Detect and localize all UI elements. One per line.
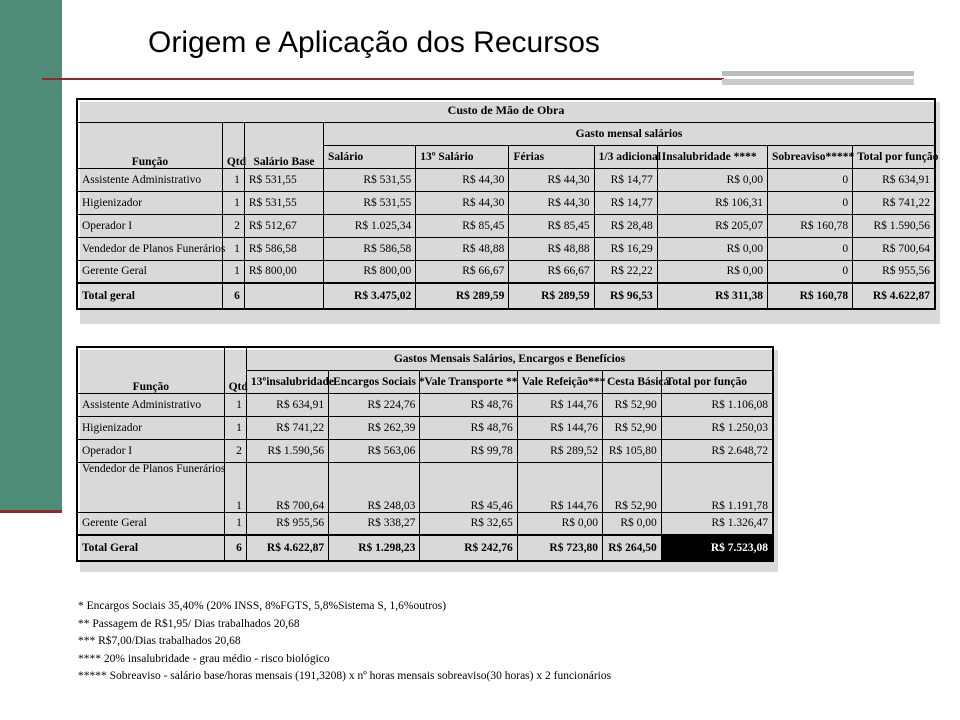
cell: R$ 14,77: [594, 168, 657, 191]
cell: Total geral: [77, 283, 222, 309]
cell: R$ 85,45: [509, 214, 594, 237]
cell: R$ 741,22: [246, 416, 328, 439]
cell: R$ 1.326,47: [661, 512, 773, 535]
cell: R$ 264,50: [602, 535, 661, 561]
footnote: * Encargos Sociais 35,40% (20% INSS, 8%FGTS, 5,8%Sistema S, 1,6%outros): [78, 600, 447, 612]
cell: R$ 531,55: [244, 191, 323, 214]
footnote: ** Passagem de R$1,95/ Dias trabalhados 20,68: [78, 617, 300, 630]
cell: R$ 634,91: [246, 393, 328, 416]
cell: 1: [224, 416, 246, 439]
cell: R$ 224,76: [329, 393, 420, 416]
cell: R$ 1.025,34: [324, 214, 416, 237]
cell: Vendedor de Planos Funerários: [77, 237, 222, 260]
table-row: [77, 168, 935, 191]
cell: R$ 106,31: [657, 191, 767, 214]
cell: R$ 52,90: [602, 462, 661, 512]
col-ferias: Férias: [509, 145, 594, 168]
cell: R$ 0,00: [657, 237, 767, 260]
col-salario: Salário: [324, 145, 416, 168]
cell: R$ 741,22: [853, 191, 935, 214]
cell: R$ 586,58: [324, 237, 416, 260]
col-13-insalubridade: 13ºinsalubridade: [246, 370, 328, 393]
cell: R$ 48,76: [420, 393, 517, 416]
cell: R$ 16,29: [594, 237, 657, 260]
cell: 1: [222, 191, 244, 214]
cell: Operador I: [77, 439, 224, 462]
cell: R$ 1.298,23: [329, 535, 420, 561]
cell: R$ 800,00: [244, 260, 323, 283]
cell: 0: [767, 260, 852, 283]
cell: R$ 531,55: [324, 191, 416, 214]
col-funcao: Função: [77, 347, 224, 393]
table-row: [77, 237, 935, 260]
cell: R$ 66,67: [416, 260, 509, 283]
table-total-row: [77, 283, 935, 309]
col-vale-refeicao: Vale Refeição***: [517, 370, 602, 393]
col-13-salario: 13º Salário: [416, 145, 509, 168]
col-qtd: Qtd: [222, 122, 244, 168]
table-row: [77, 462, 773, 512]
cell: R$ 205,07: [657, 214, 767, 237]
cell: R$ 48,76: [420, 416, 517, 439]
cell: Gerente Geral: [77, 512, 224, 535]
cell: R$ 1.191,78: [661, 462, 773, 512]
decorative-gray-bars: [722, 71, 914, 85]
cell: R$ 28,48: [594, 214, 657, 237]
cell: R$ 48,88: [509, 237, 594, 260]
cell: R$ 0,00: [657, 260, 767, 283]
col-encargos: Encargos Sociais *: [329, 370, 420, 393]
table-row: [77, 260, 935, 283]
table1-group-header: Gasto mensal salários: [324, 122, 935, 145]
cell: R$ 48,88: [416, 237, 509, 260]
cell: 0: [767, 168, 852, 191]
cell: R$ 700,64: [246, 462, 328, 512]
cell: 0: [767, 237, 852, 260]
table-row: [77, 512, 773, 535]
cell: R$ 955,56: [246, 512, 328, 535]
cell: R$ 0,00: [517, 512, 602, 535]
cell: R$ 44,30: [416, 168, 509, 191]
cell: R$ 96,53: [594, 283, 657, 309]
cell: R$ 700,64: [853, 237, 935, 260]
cell: R$ 1.250,03: [661, 416, 773, 439]
cell: R$ 4.622,87: [246, 535, 328, 561]
cell: R$ 338,27: [329, 512, 420, 535]
cell: R$ 1.590,56: [246, 439, 328, 462]
col-sobreaviso: Sobreaviso*****: [767, 145, 852, 168]
cell: R$ 44,30: [416, 191, 509, 214]
cell: 2: [224, 439, 246, 462]
cell: R$ 289,59: [509, 283, 594, 309]
cell: 1: [224, 462, 246, 512]
cell: R$ 144,76: [517, 416, 602, 439]
table-row: [77, 214, 935, 237]
cell: R$ 144,76: [517, 393, 602, 416]
cell: R$ 45,46: [420, 462, 517, 512]
cell: Higienizador: [77, 191, 222, 214]
cell: R$ 22,22: [594, 260, 657, 283]
col-vale-transporte: Vale Transporte **: [420, 370, 517, 393]
accent-bar-cap: [0, 510, 62, 513]
cell: 2: [222, 214, 244, 237]
col-total-funcao: Total por função: [661, 370, 773, 393]
table2-group-header: Gastos Mensais Salários, Encargos e Benefícios: [246, 347, 773, 370]
cell: R$ 1.590,56: [853, 214, 935, 237]
cell: R$ 85,45: [416, 214, 509, 237]
col-total-funcao: Total por função: [853, 145, 935, 168]
cell: R$ 99,78: [420, 439, 517, 462]
grand-total-cell: R$ 7.523,08: [661, 535, 773, 561]
cell: R$ 634,91: [853, 168, 935, 191]
salary-benefits-table: [76, 346, 774, 562]
cell: R$ 248,03: [329, 462, 420, 512]
cell: R$ 14,77: [594, 191, 657, 214]
cell: Assistente Administrativo: [77, 168, 222, 191]
table-row: [77, 191, 935, 214]
cell: R$ 0,00: [657, 168, 767, 191]
footnote: **** 20% insalubridade - grau médio - risco biológico: [78, 652, 330, 665]
cell: R$ 242,76: [420, 535, 517, 561]
col-funcao: Função: [77, 122, 222, 168]
table-total-row: [77, 535, 773, 561]
cell: R$ 563,06: [329, 439, 420, 462]
cell: R$ 800,00: [324, 260, 416, 283]
cell: R$ 1.106,08: [661, 393, 773, 416]
cell: R$ 4.622,87: [853, 283, 935, 309]
cell: 1: [222, 260, 244, 283]
col-salario-base: Salário Base: [244, 122, 323, 168]
title-underline: [42, 78, 724, 80]
cell: R$ 289,52: [517, 439, 602, 462]
col-cesta-basica: Cesta Básica: [602, 370, 661, 393]
cell: R$ 723,80: [517, 535, 602, 561]
cell: R$ 311,38: [657, 283, 767, 309]
cell: R$ 105,80: [602, 439, 661, 462]
slide-title: Origem e Aplicação dos Recursos: [148, 26, 600, 59]
cell: R$ 2.648,72: [661, 439, 773, 462]
cell: 6: [222, 283, 244, 309]
cell: 1: [222, 168, 244, 191]
cell: Higienizador: [77, 416, 224, 439]
footnote: ***** Sobreaviso - salário base/horas mensais (191,3208) x nº horas mensais sobreaviso(30 horas) x 2 funcionários: [78, 670, 612, 682]
col-insalubridade: Insalubridade ****: [657, 145, 767, 168]
cell: R$ 32,65: [420, 512, 517, 535]
footnotes: [78, 598, 611, 686]
table-row: [77, 416, 773, 439]
cell: 1: [222, 237, 244, 260]
cell: Operador I: [77, 214, 222, 237]
cell: 0: [767, 191, 852, 214]
table-row: [77, 439, 773, 462]
cell: R$ 44,30: [509, 168, 594, 191]
cell: R$ 289,59: [416, 283, 509, 309]
cell: 1: [224, 393, 246, 416]
cell: R$ 160,78: [767, 214, 852, 237]
cell: 6: [224, 535, 246, 561]
cell: R$ 512,67: [244, 214, 323, 237]
labor-cost-table: [76, 98, 939, 310]
cell: 1: [224, 512, 246, 535]
cell: Assistente Administrativo: [77, 393, 224, 416]
cell: [244, 283, 323, 309]
footnote: *** R$7,00/Dias trabalhados 20,68: [78, 635, 241, 647]
cell: R$ 531,55: [244, 168, 323, 191]
cell: R$ 586,58: [244, 237, 323, 260]
cell: R$ 531,55: [324, 168, 416, 191]
col-qtd: Qtd: [224, 347, 246, 393]
cell: R$ 0,00: [602, 512, 661, 535]
cell: R$ 3.475,02: [324, 283, 416, 309]
cell: R$ 144,76: [517, 462, 602, 512]
table-row: [77, 393, 773, 416]
cell: R$ 955,56: [853, 260, 935, 283]
cell: R$ 160,78: [767, 283, 852, 309]
cell: R$ 66,67: [509, 260, 594, 283]
cell: R$ 52,90: [602, 393, 661, 416]
cell: Vendedor de Planos Funerários: [77, 462, 224, 512]
cell: R$ 52,90: [602, 416, 661, 439]
cell: Gerente Geral: [77, 260, 222, 283]
cell: R$ 44,30: [509, 191, 594, 214]
table1-caption: Custo de Mão de Obra: [77, 99, 935, 122]
cell: R$ 262,39: [329, 416, 420, 439]
left-accent-bar: [0, 0, 62, 512]
col-adicional: 1/3 adicional: [594, 145, 657, 168]
cell: Total Geral: [77, 535, 224, 561]
